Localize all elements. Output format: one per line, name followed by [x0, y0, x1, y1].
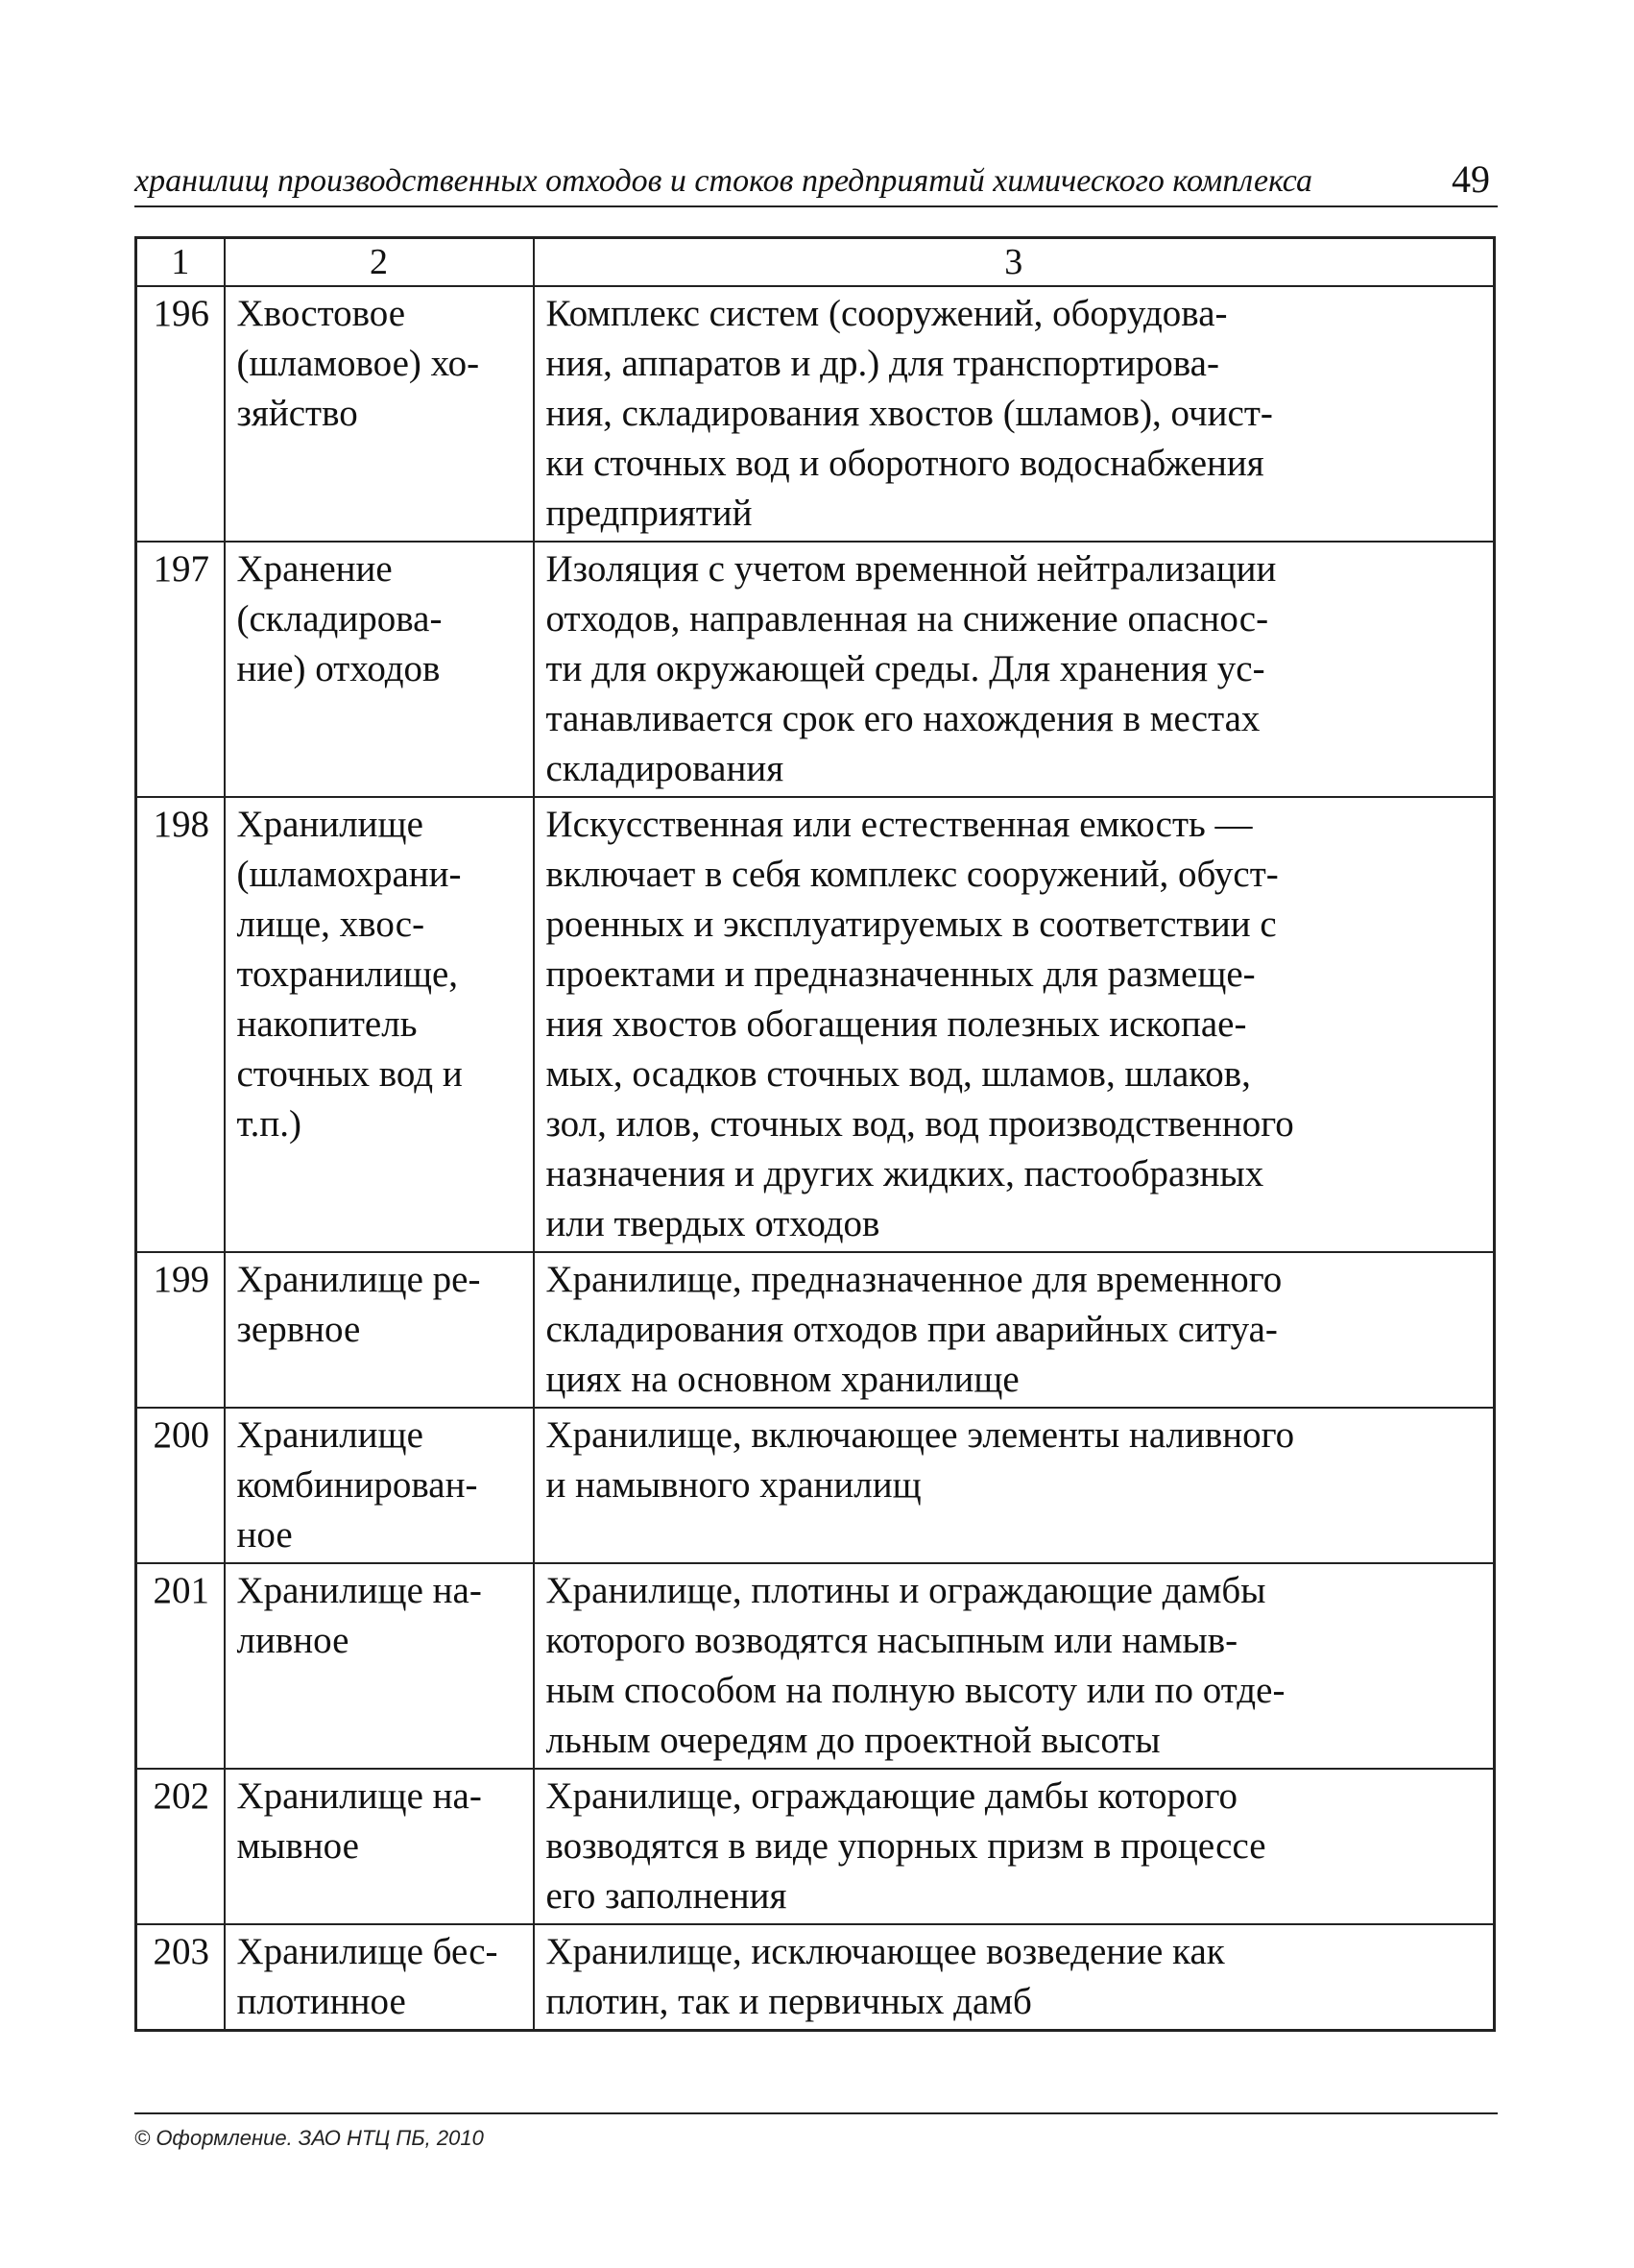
term-name: Хвостовое (шламовое) хо- зяйство	[225, 286, 534, 542]
column-header-number: 1	[136, 238, 225, 287]
term-number: 198	[136, 797, 225, 1252]
column-header-definition: 3	[534, 238, 1495, 287]
term-name: Хранилище на- ливное	[225, 1563, 534, 1769]
running-header	[134, 152, 1498, 207]
term-name: Хранилище (шламохрани- лище, хвос- тохранилище, накопитель сточных вод и т.п.)	[225, 797, 534, 1252]
term-name: Хранилище на- мывное	[225, 1769, 534, 1924]
table-row	[136, 286, 1495, 542]
term-number: 197	[136, 542, 225, 797]
term-definition: Комплекс систем (сооружений, оборудова- ния, аппаратов и др.) для транспортирова- ния, складирования хвостов (шламов), очист- ки сточных вод и оборотного водоснабжения предприятий	[534, 286, 1495, 542]
table-row	[136, 1769, 1495, 1924]
term-name: Хранилище комбинирован- ное	[225, 1408, 534, 1563]
term-definition: Хранилище, ограждающие дамбы которого возводятся в виде упорных призм в процессе его заполнения	[534, 1769, 1495, 1924]
term-definition: Хранилище, плотины и ограждающие дамбы которого возводятся насыпным или намыв- ным способом на полную высоту или по отде- льным очередям до проектной высоты	[534, 1563, 1495, 1769]
term-definition: Искусственная или естественная емкость — включает в себя комплекс сооружений, обуст- роенных и эксплуатируемых в соответствии с проектами и предназначенных для размеще- ния хвостов обогащения полезных ископае- мых, осадков сточных вод, шламов, шлаков, зол, илов, сточных вод, вод производственного назначения и других жидких, пастообразных или твердых отходов	[534, 797, 1495, 1252]
term-definition: Хранилище, включающее элементы наливного и намывного хранилищ	[534, 1408, 1495, 1563]
term-definition: Хранилище, предназначенное для временного складирования отходов при аварийных ситуа- циях на основном хранилище	[534, 1252, 1495, 1408]
terms-table	[134, 236, 1496, 2032]
table-row	[136, 797, 1495, 1252]
term-number: 203	[136, 1924, 225, 2031]
footer-copyright: © Оформление. ЗАО НТЦ ПБ, 2010	[134, 2126, 484, 2150]
term-number: 200	[136, 1408, 225, 1563]
table-header-row	[136, 238, 1495, 287]
term-number: 199	[136, 1252, 225, 1408]
table-row	[136, 1252, 1495, 1408]
term-definition: Изоляция с учетом временной нейтрализации отходов, направленная на снижение опаснос- ти для окружающей среды. Для хранения ус- танавливается срок его нахождения в местах складирования	[534, 542, 1495, 797]
table-row	[136, 1924, 1495, 2031]
table-row	[136, 1563, 1495, 1769]
term-number: 202	[136, 1769, 225, 1924]
term-name: Хранилище бес- плотинное	[225, 1924, 534, 2031]
page-number: 49	[1452, 157, 1490, 201]
footer-divider	[134, 2112, 1498, 2114]
term-number: 201	[136, 1563, 225, 1769]
running-title: хранилищ производственных отходов и стоков предприятий химического комплекса	[134, 163, 1312, 199]
table-row	[136, 1408, 1495, 1563]
table-row	[136, 542, 1495, 797]
term-name: Хранилище ре- зервное	[225, 1252, 534, 1408]
term-definition: Хранилище, исключающее возведение как плотин, так и первичных дамб	[534, 1924, 1495, 2031]
term-number: 196	[136, 286, 225, 542]
column-header-term: 2	[225, 238, 534, 287]
term-name: Хранение (складирова- ние) отходов	[225, 542, 534, 797]
